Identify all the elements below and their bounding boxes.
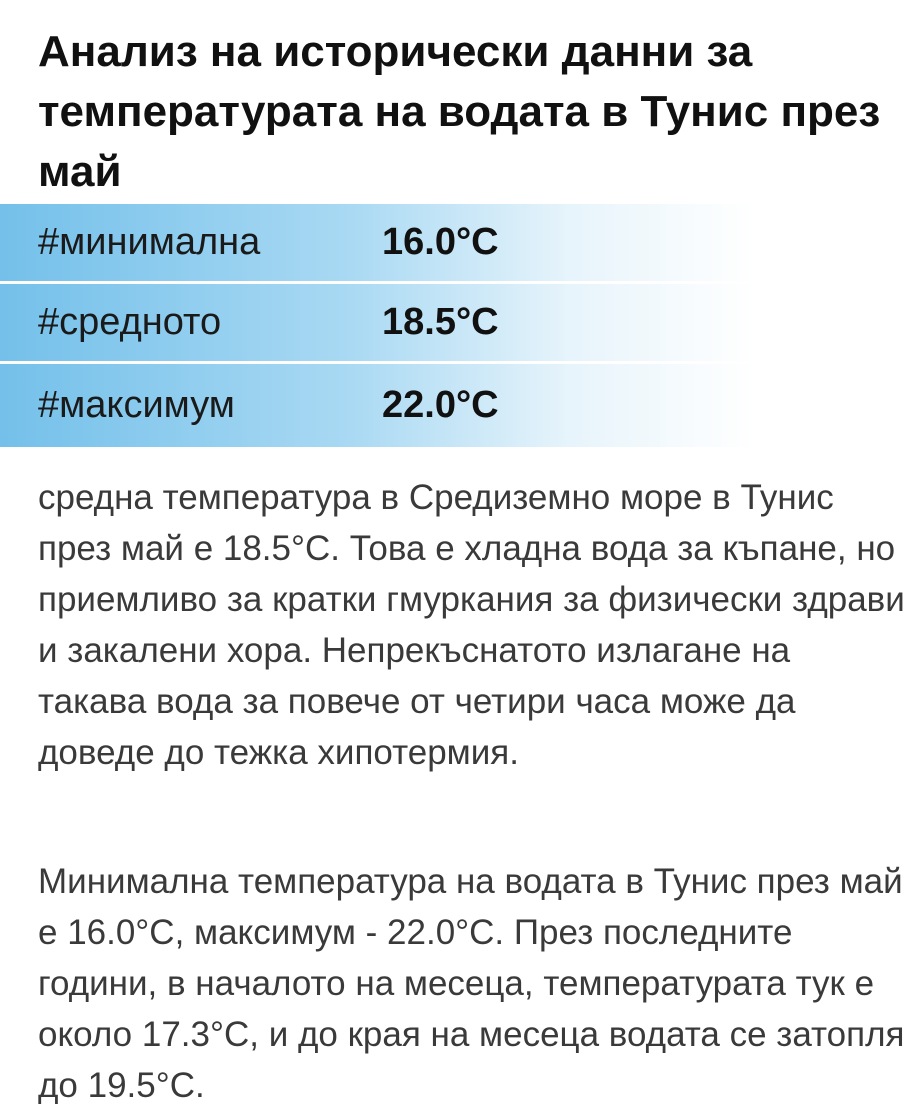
- page-title: Анализ на исторически данни за температурата на водата в Тунис през май: [38, 27, 881, 196]
- temperature-stats-table: [0, 204, 921, 447]
- average-value: 18.5°C: [382, 301, 499, 343]
- description-paragraph-second: Минимална температура на водата в Тунис през май е 16.0°C, максимум - 22.0°C. През последните години, в началото на месеца, температурата тук е около 17.3°C, и до края на месеца водата се затопля до 19.5°C.: [38, 862, 905, 1105]
- description-paragraph-first: средна температура в Средиземно море в Тунис през май е 18.5°C. Това е хладна вода за къпане, но приемливо за кратки гмуркания за физически здрави и закалени хора. Непрекъснатото излагане на такава вода за повече от четири часа може да доведе до тежка хипотермия.: [38, 478, 905, 772]
- average-label[interactable]: #средното: [38, 301, 222, 343]
- stats-row-maximum[interactable]: [0, 364, 921, 447]
- maximum-value: 22.0°C: [382, 384, 499, 426]
- stats-row-minimum[interactable]: [0, 204, 921, 284]
- maximum-label[interactable]: #максимум: [38, 384, 235, 426]
- minimum-label[interactable]: #минимална: [38, 221, 261, 263]
- minimum-value: 16.0°C: [382, 221, 499, 263]
- stats-row-average[interactable]: [0, 284, 921, 364]
